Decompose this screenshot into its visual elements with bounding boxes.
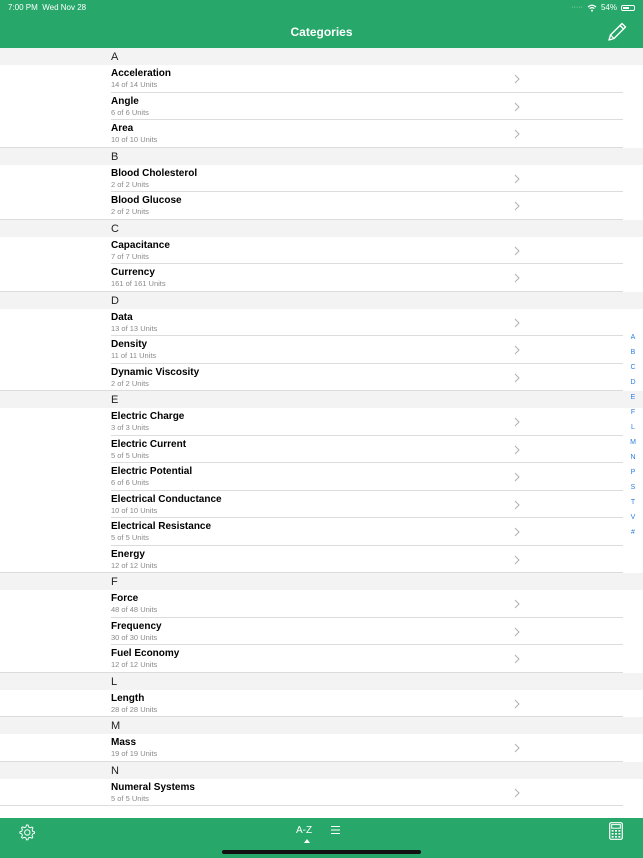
- category-name: Length: [111, 692, 145, 704]
- home-indicator: [222, 850, 421, 854]
- index-letter[interactable]: N: [630, 454, 636, 461]
- unit-count: 10 of 10 Units: [111, 505, 158, 515]
- index-letter[interactable]: #: [631, 529, 635, 536]
- section-header-f: F: [0, 573, 643, 590]
- index-letter[interactable]: E: [630, 394, 636, 401]
- category-name: Electric Charge: [111, 411, 185, 422]
- category-name: Numeral Systems: [111, 781, 195, 793]
- calculator-icon[interactable]: [609, 822, 623, 840]
- gear-icon[interactable]: [18, 823, 36, 841]
- category-name: Frequency: [111, 620, 162, 632]
- list-item[interactable]: [0, 264, 643, 292]
- section-header-m: M: [0, 717, 643, 734]
- tab-az[interactable]: A-Z: [296, 825, 313, 836]
- unit-count: 30 of 30 Units: [111, 632, 158, 642]
- list-item[interactable]: [0, 309, 643, 337]
- list-item[interactable]: [0, 690, 643, 718]
- category-name: Capacitance: [111, 239, 170, 251]
- unit-count: 3 of 3 Units: [111, 423, 149, 432]
- index-letter[interactable]: S: [630, 484, 636, 491]
- chevron-right-icon: [514, 174, 520, 184]
- status-time: 7:00 PM Wed Nov 28: [8, 3, 87, 12]
- section-index[interactable]: [627, 330, 639, 540]
- page-title: Categories: [290, 25, 353, 39]
- index-letter[interactable]: D: [630, 379, 636, 386]
- tab-selected-indicator: [304, 839, 310, 843]
- list-item[interactable]: [0, 93, 643, 121]
- battery-icon: [621, 5, 635, 11]
- category-name: Electrical Conductance: [111, 493, 222, 505]
- unit-count: 19 of 19 Units: [111, 749, 158, 758]
- category-name: Electrical Resistance: [111, 521, 212, 532]
- chevron-right-icon: [514, 788, 520, 798]
- index-letter[interactable]: B: [630, 349, 636, 356]
- list-item[interactable]: [0, 65, 643, 93]
- chevron-right-icon: [514, 743, 520, 753]
- chevron-right-icon: [514, 627, 520, 637]
- index-letter[interactable]: M: [630, 439, 636, 446]
- category-name: Fuel Economy: [111, 648, 180, 659]
- list-item[interactable]: [0, 463, 643, 491]
- category-name: Area: [111, 123, 134, 134]
- chevron-right-icon: [514, 74, 520, 84]
- list-item[interactable]: [0, 645, 643, 673]
- category-name: Angle: [111, 95, 139, 107]
- category-list[interactable]: [0, 48, 643, 818]
- index-letter[interactable]: V: [630, 514, 636, 521]
- category-name: Mass: [111, 737, 137, 748]
- unit-count: 13 of 13 Units: [111, 323, 158, 333]
- signal-icon: ·····: [571, 4, 583, 11]
- list-item[interactable]: [0, 120, 643, 148]
- list-item[interactable]: [0, 779, 643, 807]
- section-header-l: L: [0, 673, 643, 690]
- chevron-right-icon: [514, 273, 520, 283]
- chevron-right-icon: [514, 373, 520, 383]
- list-item[interactable]: [0, 165, 643, 193]
- chevron-right-icon: [514, 599, 520, 609]
- pencil-icon[interactable]: [605, 20, 629, 44]
- tab-bar: [0, 818, 643, 858]
- index-letter[interactable]: T: [630, 499, 636, 506]
- category-name: Data: [111, 311, 133, 323]
- index-letter[interactable]: F: [630, 409, 636, 416]
- category-name: Electric Potential: [111, 466, 193, 477]
- category-name: Currency: [111, 267, 155, 278]
- unit-count: 14 of 14 Units: [111, 80, 158, 89]
- unit-count: 161 of 161 Units: [111, 279, 166, 288]
- list-item[interactable]: [0, 436, 643, 464]
- chevron-right-icon: [514, 417, 520, 427]
- list-item[interactable]: [0, 618, 643, 646]
- list-item[interactable]: [0, 590, 643, 618]
- list-item[interactable]: [0, 408, 643, 436]
- nav-bar: [0, 0, 643, 48]
- unit-count: 5 of 5 Units: [111, 533, 149, 542]
- chevron-right-icon: [514, 246, 520, 256]
- unit-count: 2 of 2 Units: [111, 378, 149, 388]
- chevron-right-icon: [514, 445, 520, 455]
- index-letter[interactable]: C: [630, 364, 636, 371]
- section-header-a: A: [0, 48, 643, 65]
- category-name: Electric Current: [111, 438, 187, 450]
- section-header-c: C: [0, 220, 643, 237]
- unit-count: 2 of 2 Units: [111, 207, 149, 216]
- unit-count: 2 of 2 Units: [111, 179, 149, 189]
- list-item[interactable]: [0, 364, 643, 392]
- chevron-right-icon: [514, 527, 520, 537]
- category-name: Density: [111, 339, 148, 350]
- unit-count: 48 of 48 Units: [111, 605, 158, 614]
- chevron-right-icon: [514, 129, 520, 139]
- unit-count: 6 of 6 Units: [111, 478, 149, 487]
- chevron-right-icon: [514, 201, 520, 211]
- chevron-right-icon: [514, 102, 520, 112]
- list-item[interactable]: [0, 734, 643, 762]
- section-header-d: D: [0, 292, 643, 309]
- category-name: Energy: [111, 548, 145, 560]
- wifi-icon: [587, 4, 597, 12]
- list-item[interactable]: [0, 518, 643, 546]
- index-letter[interactable]: P: [630, 469, 636, 476]
- category-name: Dynamic Viscosity: [111, 366, 200, 378]
- list-item[interactable]: [0, 546, 643, 574]
- unit-count: 11 of 11 Units: [111, 351, 157, 360]
- unit-count: 6 of 6 Units: [111, 107, 149, 117]
- unit-count: 12 of 12 Units: [111, 660, 158, 669]
- category-name: Blood Glucose: [111, 195, 182, 206]
- section-header-b: B: [0, 148, 643, 165]
- category-name: Acceleration: [111, 68, 172, 79]
- list-item[interactable]: [0, 491, 643, 519]
- category-name: Blood Cholesterol: [111, 167, 198, 179]
- list-item[interactable]: [0, 336, 643, 364]
- battery-percent: 54%: [600, 3, 617, 12]
- index-letter[interactable]: A: [630, 334, 636, 341]
- category-name: Force: [111, 593, 139, 604]
- unit-count: 28 of 28 Units: [111, 704, 158, 714]
- unit-count: 5 of 5 Units: [111, 450, 149, 460]
- chevron-right-icon: [514, 345, 520, 355]
- section-header-e: E: [0, 391, 643, 408]
- chevron-right-icon: [514, 699, 520, 709]
- list-item[interactable]: [0, 192, 643, 220]
- chevron-right-icon: [514, 318, 520, 328]
- chevron-right-icon: [514, 555, 520, 565]
- index-letter[interactable]: L: [631, 424, 635, 431]
- chevron-right-icon: [514, 472, 520, 482]
- list-item[interactable]: [0, 237, 643, 265]
- unit-count: 5 of 5 Units: [111, 793, 149, 803]
- unit-count: 10 of 10 Units: [111, 135, 158, 144]
- unit-count: 12 of 12 Units: [111, 560, 158, 570]
- chevron-right-icon: [514, 500, 520, 510]
- chevron-right-icon: [514, 654, 520, 664]
- status-right: [571, 3, 635, 12]
- unit-count: 7 of 7 Units: [111, 251, 149, 261]
- list-icon[interactable]: [330, 825, 341, 835]
- section-header-n: N: [0, 762, 643, 779]
